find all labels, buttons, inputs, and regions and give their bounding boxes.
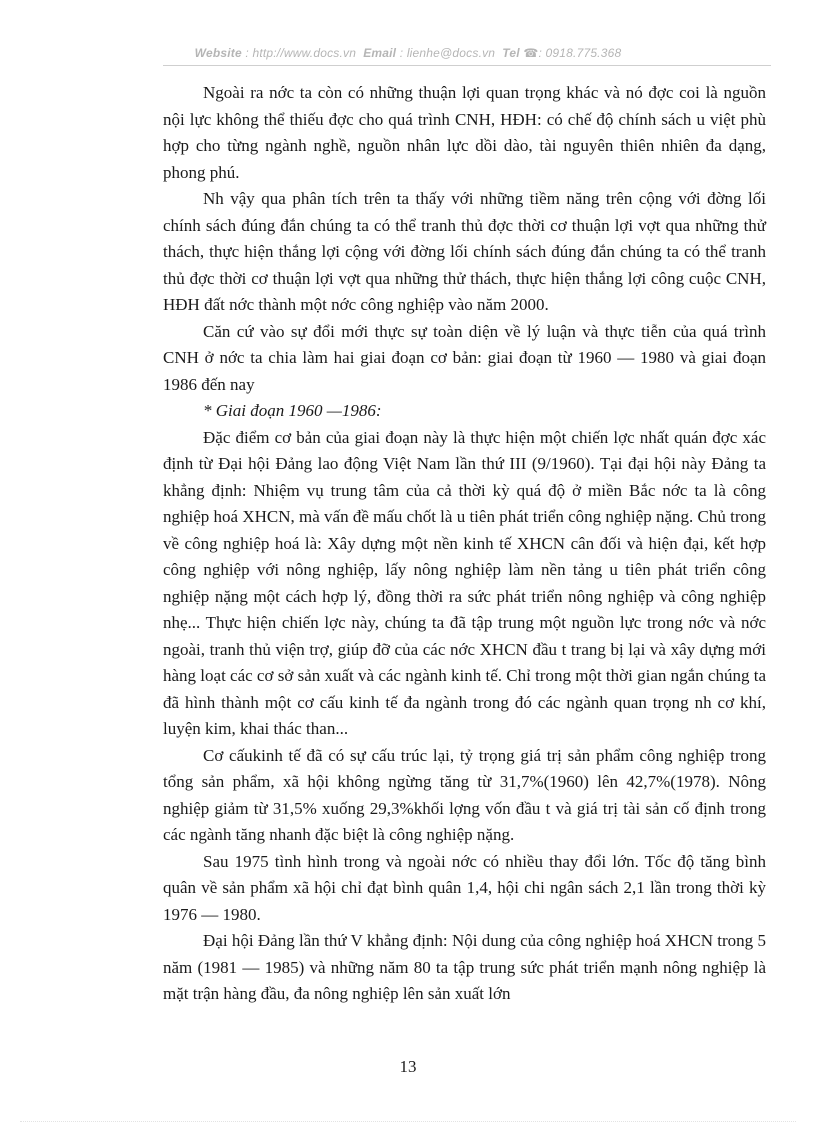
website-label: Website bbox=[194, 46, 242, 60]
email-value: : lienhe@docs.vn bbox=[399, 46, 496, 60]
paragraph: Cơ cấukinh tế đã có sự cấu trúc lại, tỷ trọng giá trị sản phẩm công nghiệp trong tổng sản phẩm, xã hội không ngừng tăng từ 31,7%(1960) lên 42,7%(1978). Nông nghiệp giảm từ 31,5% xuống 29,3%khối lợng vốn đầu t và giá trị tài sản cố định trong các ngành tăng nhanh đặc biệt là công nghiệp nặng. bbox=[163, 745, 766, 844]
paragraph: Ngoài ra nớc ta còn có những thuận lợi quan trọng khác và nó đợc coi là nguồn nội lực không thể thiếu đợc cho quá trình CNH, HĐH: có chế độ chính sách u việt phù hợp cho từng ngành nghề, nguồn nhân lực dồi dào, tài nguyên thiên nhiên đa dạng, phong phú. bbox=[163, 83, 766, 182]
email-label: Email bbox=[363, 46, 397, 60]
paragraph: Nh vậy qua phân tích trên ta thấy với những tiềm năng trên cộng với đờng lối chính sách đúng đắn chúng ta có thể tranh thủ đợc thời cơ thuận lợi vợt qua những thử thách, thực hiện thắng lợi cộng với đờng lối chính sách đúng đắn chúng ta có thể tranh thủ đợc thời cơ thuận lợi vợt qua những thử thách, thực hiện thắng lợi công cuộc CNH, HĐH đất nớc thành một nớc công nghiệp vào năm 2000. bbox=[163, 189, 766, 314]
document-body bbox=[163, 80, 766, 1008]
phone-icon: ☎ bbox=[523, 46, 539, 60]
tel-label: Tel bbox=[502, 46, 520, 60]
tel-value: : 0918.775.368 bbox=[538, 46, 622, 60]
website-value: : http://www.docs.vn bbox=[245, 46, 357, 60]
paragraph: Đại hội Đảng lần thứ V khẳng định: Nội dung của công nghiệp hoá XHCN trong 5 năm (1981 — 1985) và những năm 80 ta tập trung sức phát triển mạnh nông nghiệp là mặt trận hàng đầu, đa nông nghiệp lên sản xuất lớn bbox=[163, 931, 766, 1003]
section-heading: * Giai đoạn 1960 —1986: bbox=[203, 401, 382, 420]
paragraph: Sau 1975 tình hình trong và ngoài nớc có nhiều thay đổi lớn. Tốc độ tăng bình quân về sản phẩm xã hội chỉ đạt bình quân 1,4, hội chi ngân sách 2,1 lần trong thời kỳ 1976 — 1980. bbox=[163, 851, 766, 924]
page-header bbox=[0, 46, 816, 60]
page-bottom-divider bbox=[20, 1121, 796, 1122]
paragraph: Đặc điểm cơ bản của giai đoạn này là thực hiện một chiến lợc nhất quán đợc xác định từ Đại hội Đảng lao động Việt Nam lần thứ III (9/1960). Tại đại hội này Đảng ta khẳng định: Nhiệm vụ trung tâm của cả thời kỳ quá độ ở miền Bắc nớc ta là công nghiệp hoá XHCN, mà vấn đề mấu chốt là u tiên phát triển công nghiệp nặng. Chủ trong về công nghiệp hoá là: Xây dựng một nền kinh tế XHCN cân đối và hiện đại, kết hợp công nghiệp với nông nghiệp, lấy nông nghiệp làm nền tảng u tiên phát triển công nghiệp nặng một cách hợp lý, đồng thời ra sức phát triển nông nghiệp và công nghiệp nhẹ... Thực hiện chiến lợc này, chúng ta đã tập trung một nguồn lực trong nớc và nớc ngoài, tranh thủ viện trợ, giúp đỡ của các nớc XHCN đầu t trang bị lại và xây dựng mới hàng loạt các cơ sở sản xuất và các ngành kinh tế. Chỉ trong một thời gian ngắn chúng ta đã hình thành một cơ cấu kinh tế đa ngành trong đó các ngành quan trọng nh cơ khí, luyện kim, khai thác than... bbox=[163, 427, 766, 738]
header-divider bbox=[163, 65, 771, 66]
paragraph: Căn cứ vào sự đổi mới thực sự toàn diện về lý luận và thực tiễn của quá trình CNH ở nớc ta chia làm hai giai đoạn cơ bản: giai đoạn từ 1960 — 1980 và giai đoạn 1986 đến nay bbox=[163, 321, 766, 394]
page-number: 13 bbox=[399, 1057, 417, 1076]
